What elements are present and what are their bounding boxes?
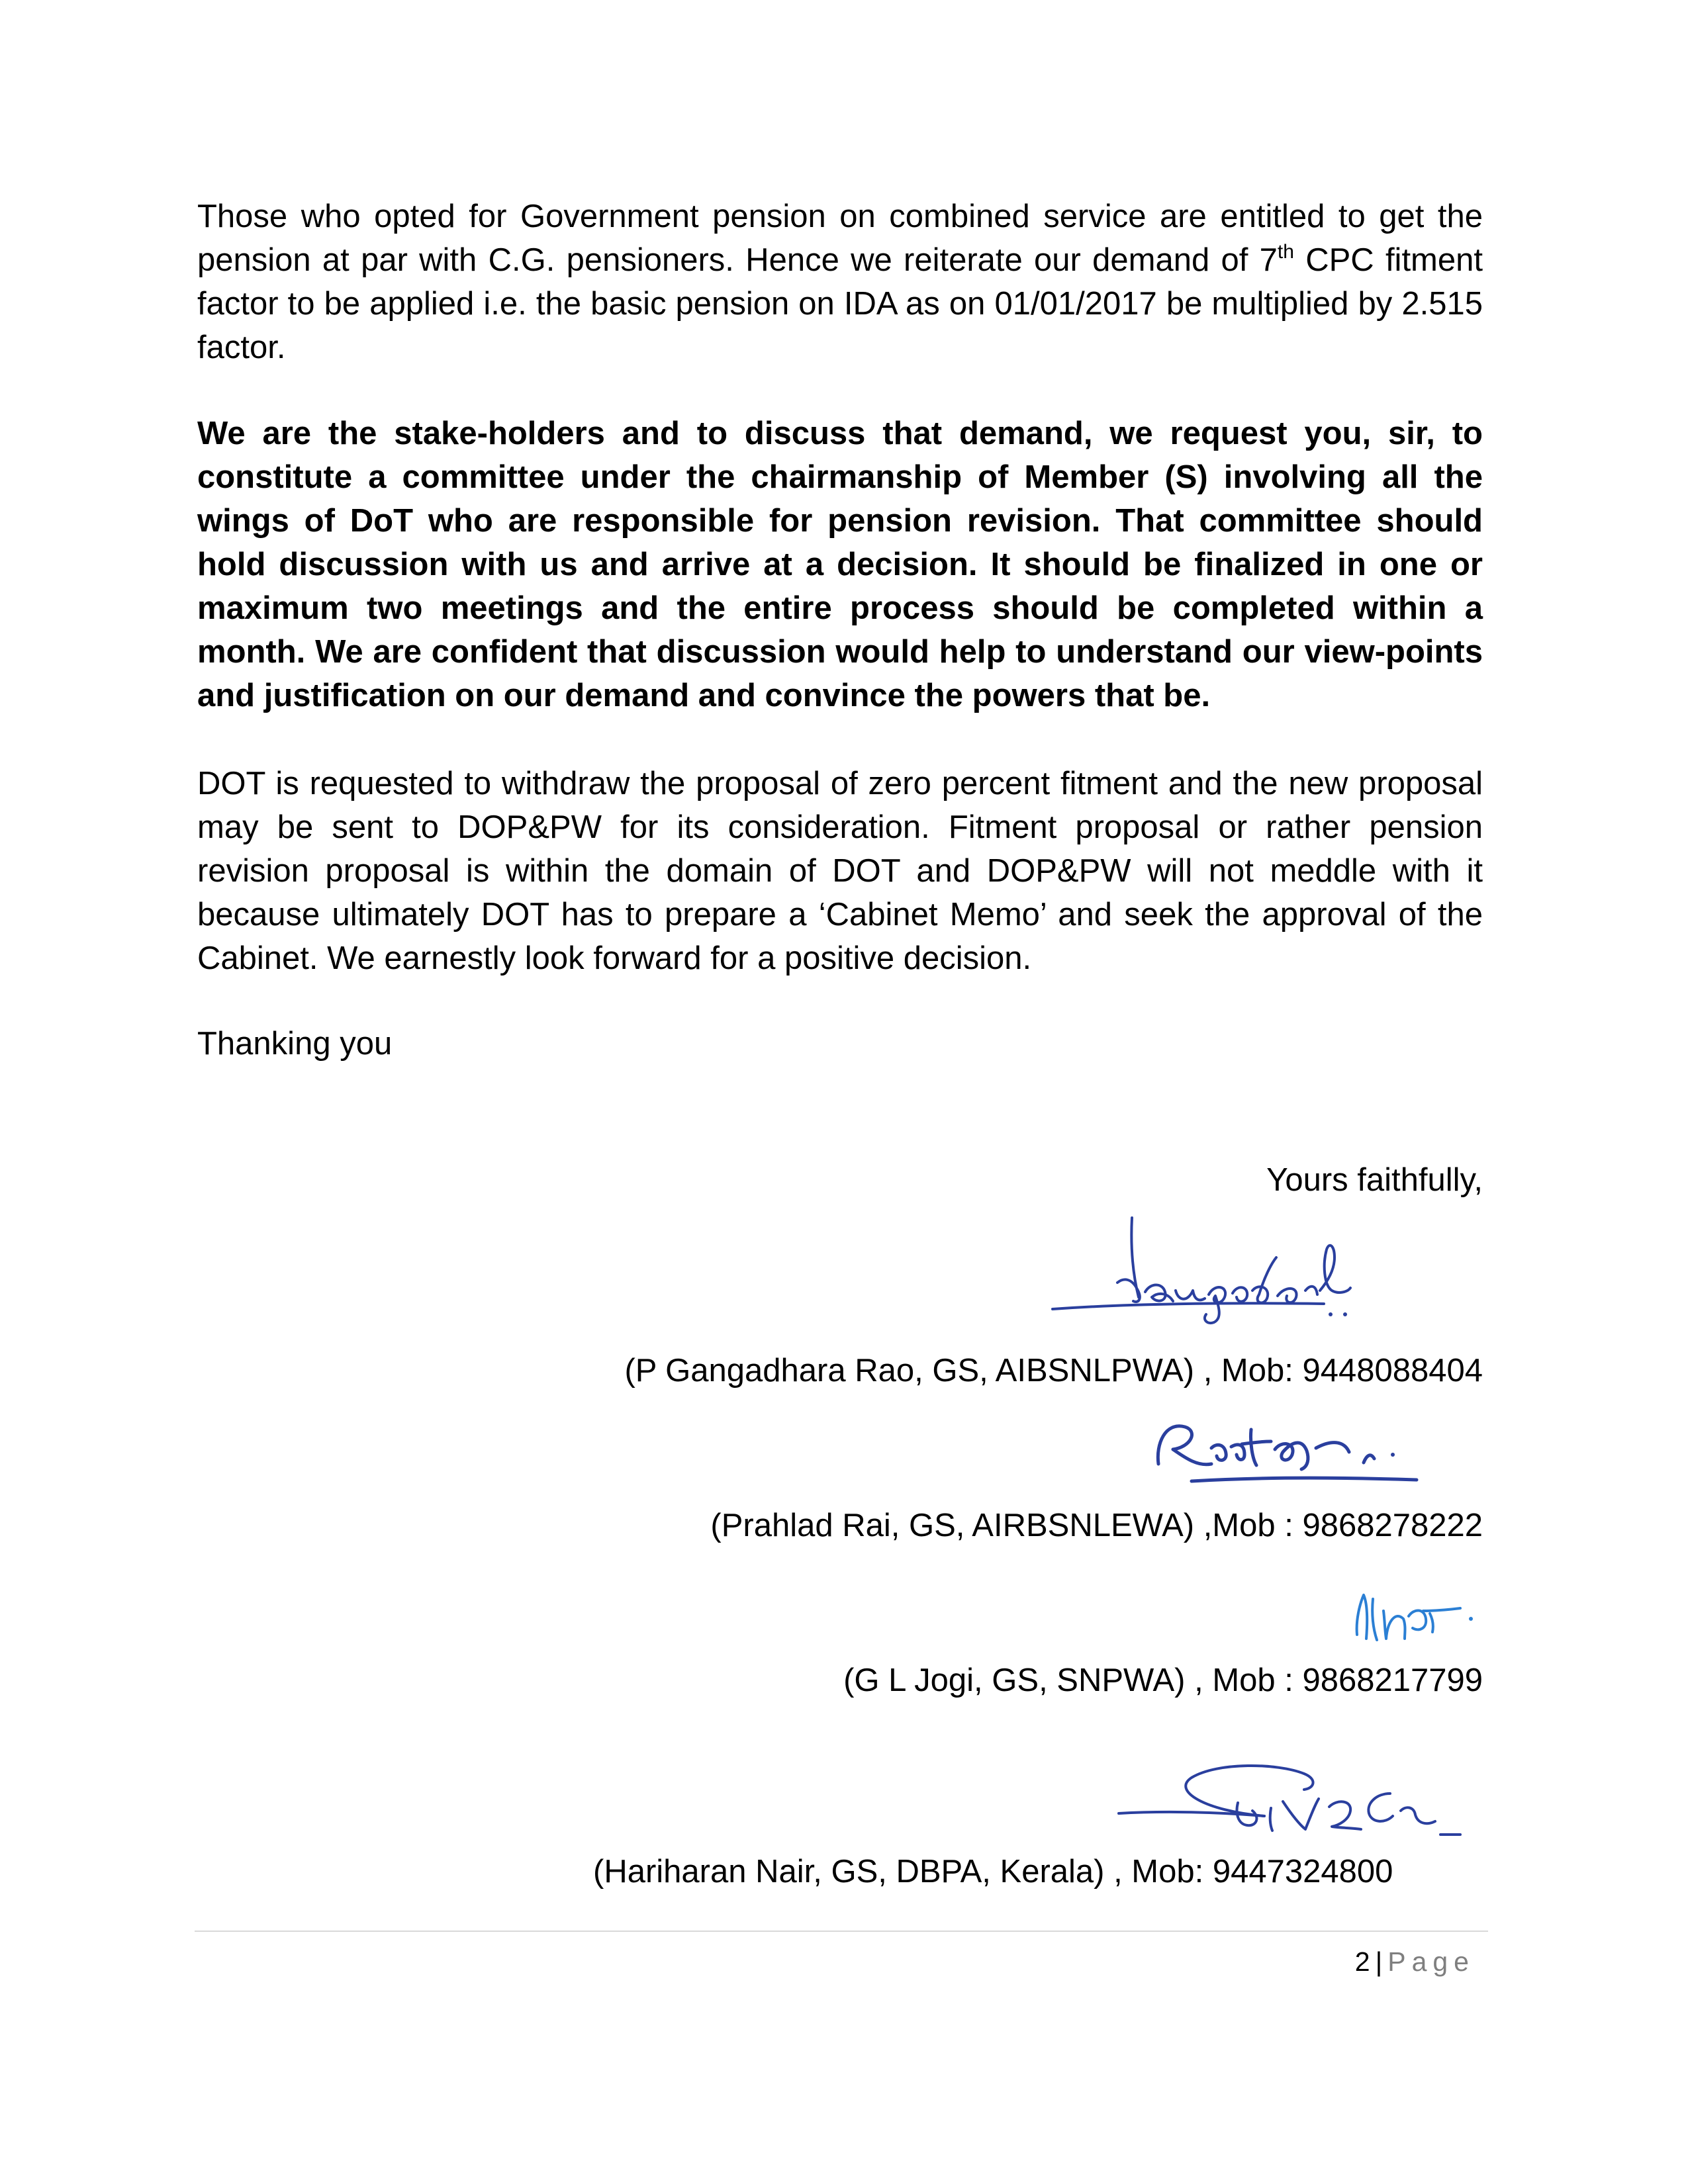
- signatory-caption-gl-jogi: (G L Jogi, GS, SNPWA) , Mob : 9868217799: [843, 1662, 1483, 1698]
- paragraph-pension-parity-text-a: Those who opted for Government pension on combined service are entitled to get the pension at par with C.G. pensioners. Hence we reiterate our demand of 7: [197, 199, 1483, 278]
- signatory-caption-prahlad-rai: (Prahlad Rai, GS, AIRBSNLEWA) ,Mob : 9868278222: [710, 1508, 1483, 1543]
- signature-hariharan-nair: [1112, 1747, 1483, 1846]
- signature-gl-jogi: [1344, 1582, 1489, 1655]
- paragraph-committee-request: We are the stake-holders and to discuss that demand, we request you, sir, to constitute a committee under the chairmanship of Member (S) involving all the wings of DoT who are responsible for pension revision. That committee should hold discussion with us and arrive at a decision. It should be finalized in one or maximum two meetings and the entire process should be completed within a month. We are confident that discussion would help to understand our view-points and justification on our demand and convince the powers that be.: [197, 416, 1483, 713]
- page-footer: [1355, 1944, 1475, 1979]
- page-number-separator: |: [1375, 1946, 1383, 1977]
- paragraph-pension-parity: [197, 195, 1483, 369]
- page-label: Page: [1387, 1946, 1475, 1977]
- valediction: Yours faithfully,: [1266, 1162, 1483, 1198]
- paragraph-withdraw-proposal: DOT is requested to withdraw the proposal of zero percent fitment and the new proposal may be sent to DOP&PW for its consideration. Fitment proposal or rather pension revision proposal is within the domain of DOT and DOP&PW will not meddle with it because ultimately DOT has to prepare a ‘Cabinet Memo’ and seek the approval of the Cabinet. We earnestly look forward for a positive decision.: [197, 766, 1483, 976]
- paragraph-pension-parity-text-b: CPC fitment factor to be applied i.e. the basic pension on IDA as on 01/01/2017 be multiplied by 2.515 factor.: [197, 242, 1483, 365]
- page-number: 2: [1354, 1946, 1370, 1977]
- closing-thanks: Thanking you: [197, 1026, 393, 1062]
- signatory-caption-hariharan-nair: (Hariharan Nair, GS, DBPA, Kerala) , Mob: 9447324800: [593, 1854, 1393, 1889]
- signature-gangadhara-rao: [1046, 1198, 1456, 1330]
- signature-prahlad-rai: [1139, 1403, 1443, 1496]
- superscript-th: th: [1277, 240, 1294, 263]
- footer-divider: [195, 1931, 1488, 1932]
- signatory-caption-gangadhara-rao: (P Gangadhara Rao, GS, AIBSNLPWA) , Mob: 9448088404: [624, 1353, 1483, 1388]
